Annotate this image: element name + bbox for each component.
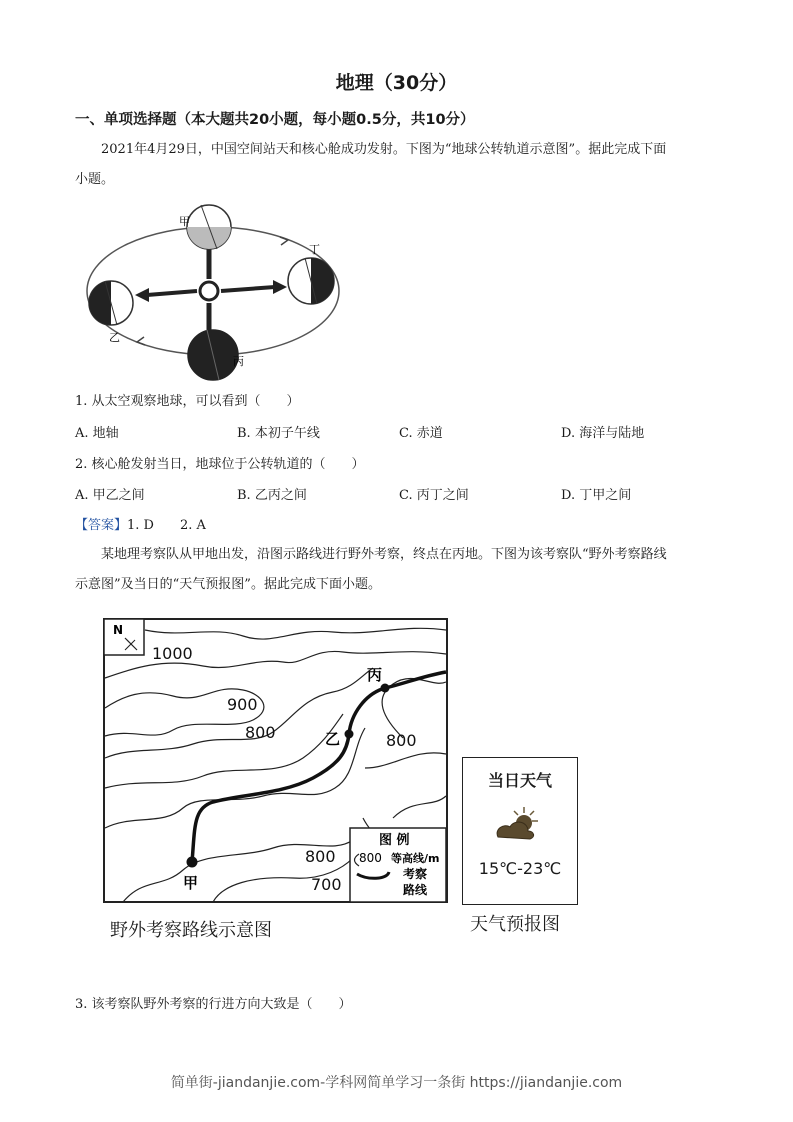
legend-route-text-1: 考察 [403, 867, 428, 881]
q1-option-d[interactable]: D. 海洋与陆地 [561, 426, 645, 441]
place-jia: 甲 [183, 874, 199, 892]
page-footer: 简单街-jiandanjie.com-学科网简单学习一条街 https://jiandanjie.com [170, 1075, 623, 1091]
q1-option-a[interactable]: A. 地轴 [75, 426, 119, 441]
answer-text: 1. D 2. A [127, 518, 206, 533]
answer-tag: 【答案】 [75, 518, 128, 533]
weather-box [462, 757, 578, 905]
q2-option-d[interactable]: D. 丁甲之间 [561, 488, 632, 503]
legend-route-text-2: 路线 [403, 883, 428, 897]
earth-yi [89, 281, 133, 325]
weather-temps: 15℃-23℃ [478, 859, 562, 878]
ray-arrow-left [147, 291, 197, 295]
point-jia [187, 857, 198, 868]
label-ding: 丁 [309, 243, 320, 256]
route-map-caption: 野外考察路线示意图 [110, 920, 272, 941]
q2-option-c[interactable]: C. 丙丁之间 [399, 488, 469, 503]
label-jia: 甲 [179, 215, 190, 228]
ray-arrow-right [221, 287, 275, 291]
answer-line [75, 514, 206, 533]
map-legend [350, 828, 446, 902]
legend-contour-value: 800 [359, 851, 382, 865]
contour-label: 800 [245, 723, 276, 742]
q2-option-b[interactable]: B. 乙丙之间 [237, 488, 307, 503]
contour-label: 1000 [152, 644, 193, 663]
route-map [103, 618, 449, 904]
passage-2-line-2: 示意图”及当日的“天气预报图”。据此完成下面小题。 [75, 577, 381, 592]
q2-options [75, 484, 725, 503]
q1-option-b[interactable]: B. 本初子午线 [237, 426, 320, 441]
passage-2 [75, 540, 723, 600]
orbit-diagram [75, 195, 365, 385]
q2-option-a[interactable]: A. 甲乙之间 [75, 488, 145, 503]
page-title: 地理（30分） [335, 72, 458, 94]
point-yi [345, 730, 354, 739]
label-yi: 乙 [109, 331, 120, 344]
label-bing: 丙 [233, 355, 244, 368]
q1-options [75, 422, 725, 441]
orbit-arrow-icon [137, 337, 145, 345]
north-label: N [113, 623, 124, 637]
earth-jia [187, 205, 231, 249]
passage-1 [75, 135, 723, 195]
ray-arrow-right-head [273, 280, 287, 294]
earth-bing [188, 330, 238, 380]
q1-option-c[interactable]: C. 赤道 [399, 426, 443, 441]
q1-stem: 1. 从太空观察地球，可以看到（ ） [75, 394, 300, 409]
q3-stem: 3. 该考察队野外考察的行进方向大致是（ ） [75, 997, 352, 1012]
section-heading: 一、单项选择题（本大题共20小题，每小题0.5分，共10分） [75, 112, 475, 128]
sun-icon [200, 282, 218, 300]
place-yi: 乙 [325, 730, 341, 748]
passage-1-line-1: 2021年4月29日，中国空间站天和核心舱成功发射。下图为“地球公转轨道示意图”。据此完成下面 [101, 142, 667, 157]
contour-label: 700 [311, 875, 342, 894]
weather-caption: 天气预报图 [470, 914, 560, 935]
ray-arrow-left-head [135, 288, 149, 302]
contour-label: 800 [386, 731, 417, 750]
contour-label: 800 [305, 847, 336, 866]
partly-cloudy-icon [490, 803, 550, 849]
point-bing [381, 684, 390, 693]
q2-stem: 2. 核心舱发射当日，地球位于公转轨道的（ ） [75, 457, 365, 472]
place-bing: 丙 [367, 666, 383, 684]
weather-title: 当日天气 [487, 771, 552, 790]
orbit-arrow-icon [280, 237, 288, 245]
passage-2-line-1: 某地理考察队从甲地出发，沿图示路线进行野外考察，终点在丙地。下图为该考察队“野外考察路线 [101, 547, 667, 562]
legend-title: 图 例 [379, 833, 410, 848]
passage-1-line-2: 小题。 [75, 172, 115, 187]
north-box [104, 619, 144, 655]
earth-ding [288, 258, 334, 304]
legend-contour-text: 等高线/m [391, 852, 440, 865]
contour-label: 900 [227, 695, 258, 714]
